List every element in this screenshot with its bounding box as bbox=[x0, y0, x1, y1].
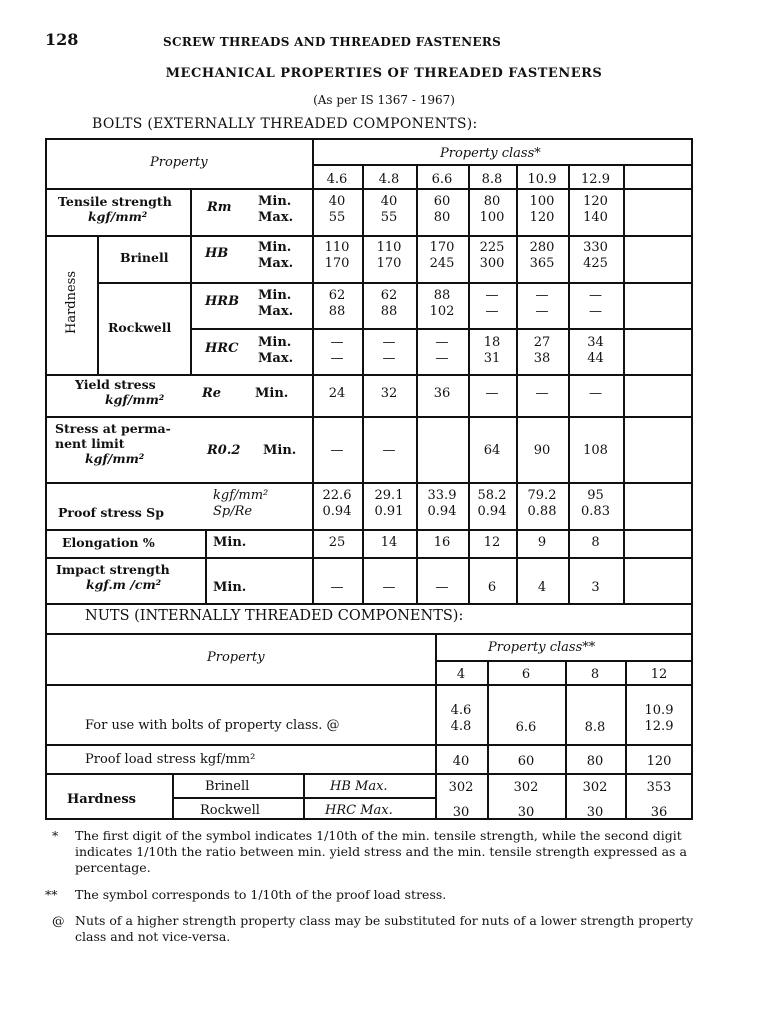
table-cell: 0.83 bbox=[581, 504, 610, 519]
table-cell: 170 bbox=[429, 240, 455, 255]
table-rule bbox=[45, 374, 693, 376]
table-cell: 30 bbox=[586, 805, 604, 820]
table-cell: 64 bbox=[483, 443, 501, 458]
table-cell: — bbox=[330, 443, 344, 458]
row-label: Brinell bbox=[120, 250, 169, 265]
table-cell: 0.88 bbox=[527, 504, 557, 519]
table-cell: 88 bbox=[328, 304, 346, 319]
table-cell: 40 bbox=[328, 194, 346, 209]
row-label: Tensile strength bbox=[58, 194, 172, 209]
table-cell: — bbox=[485, 288, 499, 303]
row-label: kgf/mm² bbox=[88, 209, 148, 224]
table-cell: 110 bbox=[376, 240, 402, 255]
table-cell: — bbox=[330, 580, 344, 595]
table-cell: — bbox=[330, 351, 344, 366]
footnote-mark: * bbox=[52, 828, 59, 843]
footnote-mark: ** bbox=[45, 887, 58, 902]
footnote-text: The symbol corresponds to 1/10th of the proof load stress. bbox=[75, 887, 447, 902]
table-cell: — bbox=[382, 351, 396, 366]
row-symbol: R0.2 bbox=[207, 443, 241, 458]
page-subtitle: (As per IS 1367 - 1967) bbox=[313, 93, 455, 107]
table-rule bbox=[45, 773, 693, 775]
table-cell: 0.94 bbox=[477, 504, 507, 519]
row-limit: kgf/mm² bbox=[213, 488, 269, 503]
bolts-section-title: BOLTS (EXTERNALLY THREADED COMPONENTS): bbox=[92, 116, 478, 132]
table-cell-text: Property bbox=[150, 155, 208, 170]
table-cell: — bbox=[435, 580, 449, 595]
row-limit: Min. bbox=[255, 386, 289, 401]
row-label: kgf/mm² bbox=[105, 392, 165, 407]
nuts-section-title: NUTS (INTERNALLY THREADED COMPONENTS): bbox=[85, 608, 464, 624]
row-symbol: Rm bbox=[207, 200, 232, 215]
row-limit: Min. bbox=[258, 335, 292, 350]
table-cell: 0.91 bbox=[374, 504, 404, 519]
table-rule bbox=[45, 744, 693, 746]
table-cell: 120 bbox=[646, 754, 672, 769]
row-label: Stress at perma- bbox=[55, 421, 171, 436]
row-symbol: HRC bbox=[205, 341, 239, 356]
table-cell: 79.2 bbox=[527, 488, 557, 503]
nut-row-label: Rockwell bbox=[200, 803, 260, 818]
table-cell: 80 bbox=[483, 194, 501, 209]
row-label: kgf/mm² bbox=[85, 451, 145, 466]
footnote-mark: @ bbox=[52, 913, 65, 928]
table-rule bbox=[303, 773, 305, 820]
class-header: 12.9 bbox=[581, 172, 610, 187]
table-cell: 40 bbox=[452, 754, 470, 769]
table-cell: 55 bbox=[328, 210, 346, 225]
nut-row-label: Brinell bbox=[205, 779, 250, 794]
table-rule bbox=[97, 282, 693, 284]
table-cell: — bbox=[589, 288, 602, 303]
table-rule bbox=[45, 482, 693, 484]
table-rule bbox=[45, 557, 693, 559]
table-rule bbox=[45, 529, 693, 531]
row-limit: HRC Max. bbox=[325, 803, 393, 818]
table-cell: 365 bbox=[529, 256, 555, 271]
table-cell: 225 bbox=[479, 240, 505, 255]
table-cell: — bbox=[330, 335, 344, 350]
table-cell: 80 bbox=[586, 754, 604, 769]
table-rule bbox=[312, 164, 693, 166]
table-cell: 36 bbox=[433, 386, 451, 401]
footnote-text: Nuts of a higher strength property class may be substituted for nuts of a lower strength property class and not vice-versa. bbox=[75, 913, 694, 944]
class-header: 8.8 bbox=[481, 172, 503, 187]
nut-class-header: 4 bbox=[456, 667, 466, 682]
row-limit: Min. bbox=[213, 580, 247, 595]
row-limit: Min. bbox=[263, 443, 297, 458]
table-cell: 31 bbox=[483, 351, 501, 366]
nut-hardness-label: Hardness bbox=[67, 792, 137, 807]
table-rule bbox=[45, 235, 693, 237]
table-cell: — bbox=[535, 304, 549, 319]
class-header: 4.8 bbox=[378, 172, 400, 187]
table-cell: 108 bbox=[583, 443, 608, 458]
table-rule bbox=[205, 529, 207, 603]
row-limit: Min. bbox=[258, 240, 292, 255]
table-rule bbox=[97, 235, 99, 374]
table-cell: 9 bbox=[537, 535, 547, 550]
row-limit: HB Max. bbox=[330, 779, 388, 794]
nut-row-label: Proof load stress kgf/mm² bbox=[85, 752, 256, 767]
table-cell: 12 bbox=[483, 535, 501, 550]
table-cell: 8.8 bbox=[584, 720, 606, 735]
table-cell: 3 bbox=[591, 580, 600, 595]
page-title: MECHANICAL PROPERTIES OF THREADED FASTENERS bbox=[165, 66, 603, 81]
table-cell: 62 bbox=[328, 288, 346, 303]
row-limit: Min. bbox=[258, 194, 292, 209]
table-cell: 40 bbox=[380, 194, 398, 209]
row-symbol: Re bbox=[202, 386, 222, 401]
table-cell: 36 bbox=[650, 805, 668, 820]
table-cell: 38 bbox=[533, 351, 551, 366]
table-rule bbox=[45, 633, 693, 635]
table-cell: — bbox=[589, 386, 602, 401]
row-limit: Sp/Re bbox=[213, 504, 253, 519]
table-cell: 16 bbox=[433, 535, 451, 550]
table-cell-text: Property class* bbox=[440, 146, 541, 161]
table-cell: 280 bbox=[529, 240, 555, 255]
row-label: Elongation % bbox=[62, 535, 155, 550]
table-cell: 0.94 bbox=[322, 504, 352, 519]
row-label: kgf.m /cm² bbox=[86, 577, 162, 592]
table-cell: 8 bbox=[591, 535, 600, 550]
class-header: 6.6 bbox=[431, 172, 453, 187]
table-cell: 60 bbox=[517, 754, 535, 769]
table-cell-text: Property bbox=[207, 650, 265, 665]
footnote-text: The first digit of the symbol indicates 1/10th of the min. tensile strength, while the second digit indicates 1/10th the ratio between min. yield stress and the min. tensile strength expressed as a percentage. bbox=[75, 828, 687, 875]
table-cell: — bbox=[435, 351, 449, 366]
table-cell: — bbox=[382, 443, 396, 458]
table-cell: 6.6 bbox=[515, 720, 537, 735]
table-cell: 58.2 bbox=[477, 488, 507, 503]
table-cell: 62 bbox=[380, 288, 398, 303]
row-label: Yield stress bbox=[75, 377, 156, 392]
nut-class-header: 8 bbox=[590, 667, 600, 682]
class-header: 10.9 bbox=[527, 172, 557, 187]
table-cell-text: Property class** bbox=[488, 640, 596, 655]
table-cell: 100 bbox=[479, 210, 505, 225]
table-cell: 88 bbox=[380, 304, 398, 319]
table-cell: 302 bbox=[513, 780, 539, 795]
table-cell: — bbox=[435, 335, 449, 350]
row-limit: Max. bbox=[258, 351, 294, 366]
table-cell: 100 bbox=[529, 194, 555, 209]
table-cell: 0.94 bbox=[427, 504, 457, 519]
table-cell: 55 bbox=[380, 210, 398, 225]
table-cell: 95 bbox=[587, 488, 604, 503]
table-cell: 90 bbox=[533, 443, 551, 458]
table-cell: 30 bbox=[452, 805, 470, 820]
table-rule bbox=[45, 416, 693, 418]
table-cell: 6 bbox=[487, 580, 497, 595]
table-rule bbox=[190, 328, 693, 330]
row-limit: Min. bbox=[213, 535, 247, 550]
class-header: 4.6 bbox=[326, 172, 348, 187]
table-cell: 120 bbox=[583, 194, 608, 209]
table-cell: 14 bbox=[380, 535, 398, 550]
table-cell: 302 bbox=[448, 780, 474, 795]
row-limit: Max. bbox=[258, 210, 294, 225]
row-limit: Max. bbox=[258, 304, 294, 319]
table-rule bbox=[45, 188, 693, 190]
table-rule bbox=[623, 164, 625, 603]
row-label: nent limit bbox=[55, 436, 125, 451]
row-symbol: HRB bbox=[205, 294, 240, 309]
table-cell: — bbox=[382, 335, 396, 350]
row-limit: Max. bbox=[258, 256, 294, 271]
table-cell: 10.9 bbox=[644, 703, 674, 718]
table-cell: 29.1 bbox=[374, 488, 404, 503]
table-cell: 170 bbox=[324, 256, 350, 271]
table-rule bbox=[45, 684, 693, 686]
table-cell: 80 bbox=[433, 210, 451, 225]
table-cell: 4 bbox=[537, 580, 547, 595]
nut-class-header: 6 bbox=[521, 667, 531, 682]
table-cell: — bbox=[485, 386, 499, 401]
table-cell: 18 bbox=[483, 335, 501, 350]
table-cell: 33.9 bbox=[427, 488, 457, 503]
table-rule bbox=[45, 603, 693, 605]
table-cell: 60 bbox=[433, 194, 451, 209]
table-cell: 24 bbox=[328, 386, 346, 401]
table-cell: 102 bbox=[429, 304, 455, 319]
hardness-vertical-label: Hardness bbox=[64, 270, 80, 335]
row-limit: Min. bbox=[258, 288, 292, 303]
table-rule bbox=[568, 164, 570, 603]
table-cell: 4.6 bbox=[450, 703, 472, 718]
table-cell: 88 bbox=[433, 288, 451, 303]
page-number: 128 bbox=[45, 30, 79, 49]
table-cell: 245 bbox=[429, 256, 455, 271]
table-cell: 30 bbox=[517, 805, 535, 820]
row-symbol: HB bbox=[205, 246, 229, 261]
table-cell: 44 bbox=[587, 351, 604, 366]
table-cell: — bbox=[382, 580, 396, 595]
row-label: Rockwell bbox=[108, 320, 172, 335]
running-title: SCREW THREADS AND THREADED FASTENERS bbox=[163, 35, 502, 49]
table-cell: — bbox=[485, 304, 499, 319]
table-cell: 120 bbox=[529, 210, 555, 225]
table-cell: 300 bbox=[479, 256, 505, 271]
row-label: Impact strength bbox=[56, 562, 170, 577]
table-rule bbox=[435, 660, 693, 662]
table-cell: 330 bbox=[583, 240, 608, 255]
table-cell: 12.9 bbox=[644, 719, 674, 734]
table-cell: 32 bbox=[380, 386, 398, 401]
table-cell: 27 bbox=[533, 335, 551, 350]
nut-row-label: For use with bolts of property class. @ bbox=[85, 718, 340, 733]
table-cell: 302 bbox=[582, 780, 608, 795]
table-cell: 170 bbox=[376, 256, 402, 271]
table-cell: 110 bbox=[324, 240, 350, 255]
nut-class-header: 12 bbox=[650, 667, 668, 682]
table-cell: 34 bbox=[587, 335, 604, 350]
table-cell: 425 bbox=[583, 256, 608, 271]
row-label: Proof stress Sp bbox=[58, 505, 164, 520]
table-cell: 140 bbox=[583, 210, 608, 225]
table-rule bbox=[190, 188, 192, 374]
table-cell: 353 bbox=[646, 780, 672, 795]
table-cell: — bbox=[535, 288, 549, 303]
table-cell: 25 bbox=[328, 535, 346, 550]
table-cell: 22.6 bbox=[322, 488, 352, 503]
table-cell: 4.8 bbox=[450, 719, 472, 734]
table-cell: — bbox=[589, 304, 602, 319]
table-cell: — bbox=[535, 386, 549, 401]
